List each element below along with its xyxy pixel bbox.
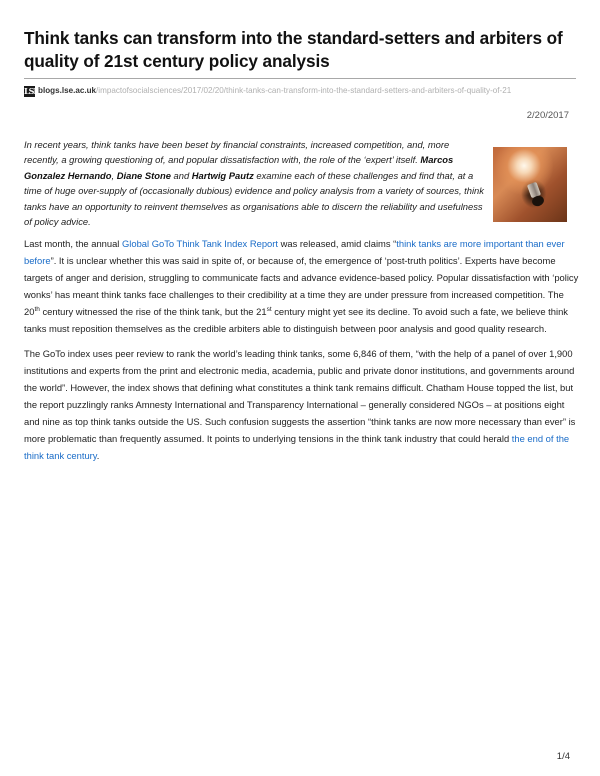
ordinal-superscript: th: [34, 306, 40, 313]
source-path[interactable]: /impactofsocialsciences/2017/02/20/think-tanks-can-transform-into-the-standard-setters-and-arbiters-of-quality-of-21: [96, 86, 512, 95]
goto-index-report-link[interactable]: Global GoTo Think Tank Index Report: [121, 238, 278, 249]
intro-text: examine each of these challenges and find that, at a time of huge over-supply of (occasionally dubious) evidence and policy analysis from a variety of sources, think tanks have an opportunity to reinvent themselves as organisations able to discern the reliability and usefulness of policy advice.: [24, 169, 484, 228]
article-intro: [24, 137, 486, 229]
source-url[interactable]: [24, 84, 584, 98]
more-important-link[interactable]: think tanks are more important than ever before: [24, 238, 565, 266]
title-divider: [24, 78, 576, 79]
body-text: century might yet see its decline. To avoid such a fate, we believe think tanks must reposition themselves as the credible arbiters able to distinguish between poor analysis and good quality research.: [24, 306, 568, 334]
intro-separator: and: [170, 169, 192, 181]
body-text: The GoTo index uses peer review to rank the world’s leading think tanks, some 6,846 of them, “with the help of a panel of over 1,900 institutions and experts from the print and electronic media, academia, public and private donor institutions, and governments around the world”. However, the index shows that defining what constitutes a think tank remains difficult. Chatham House topped the list, but the report puzzlingly ranks Amnesty International and Transparency International – generally considered NGOs – at positions eight and nine as top think tanks outside the US. Such confusion suggests the assertion “think tanks are now more necessary than ever” is more problematic than frequently assumed. It points to underlying tensions in the think tank industry that could herald: [24, 348, 576, 444]
lse-logo-icon: LSE: [24, 86, 39, 96]
ordinal-superscript: st: [266, 306, 272, 313]
lightbulb-image: [493, 147, 567, 222]
source-domain[interactable]: blogs.lse.ac.uk: [38, 86, 97, 95]
body-paragraph-1: [24, 235, 580, 337]
article-title: Think tanks can transform into the standard-setters and arbiters of quality of 21st century policy analysis: [24, 28, 563, 71]
body-text: .: [96, 450, 100, 461]
body-text: Last month, the annual: [24, 238, 122, 249]
author-name: Hartwig Pautz: [191, 169, 254, 181]
publish-date: 2/20/2017: [526, 110, 569, 121]
body-text: ”. It is unclear whether this was said in spite of, or because of, the emergence of ‘post-truth politics’. Experts have become targets of anger and derision, struggling to communicate facts and advance evidence-based policy. Popular dissatisfaction with ‘policy wonks’ has meant think tanks face challenges to their credibility at a time they are under pressure from increased competition. The 20: [24, 255, 579, 317]
end-of-think-tank-century-link[interactable]: the end of the think tank century: [24, 433, 570, 461]
body-text: century witnessed the rise of the think tank, but the 21: [39, 306, 267, 317]
author-name: Marcos Gonzalez Hernando: [24, 154, 454, 181]
body-paragraph-2: [24, 345, 580, 464]
body-text: was released, amid claims “: [277, 238, 397, 249]
author-name: Diane Stone: [116, 169, 171, 181]
intro-text: In recent years, think tanks have been beset by financial constraints, increased competition, and, more recently, a growing questioning of, and popular dissatisfaction with, the role of the ‘expert’ itself.: [24, 139, 450, 166]
intro-separator: ,: [111, 169, 117, 181]
page-number: 1/4: [556, 751, 570, 762]
